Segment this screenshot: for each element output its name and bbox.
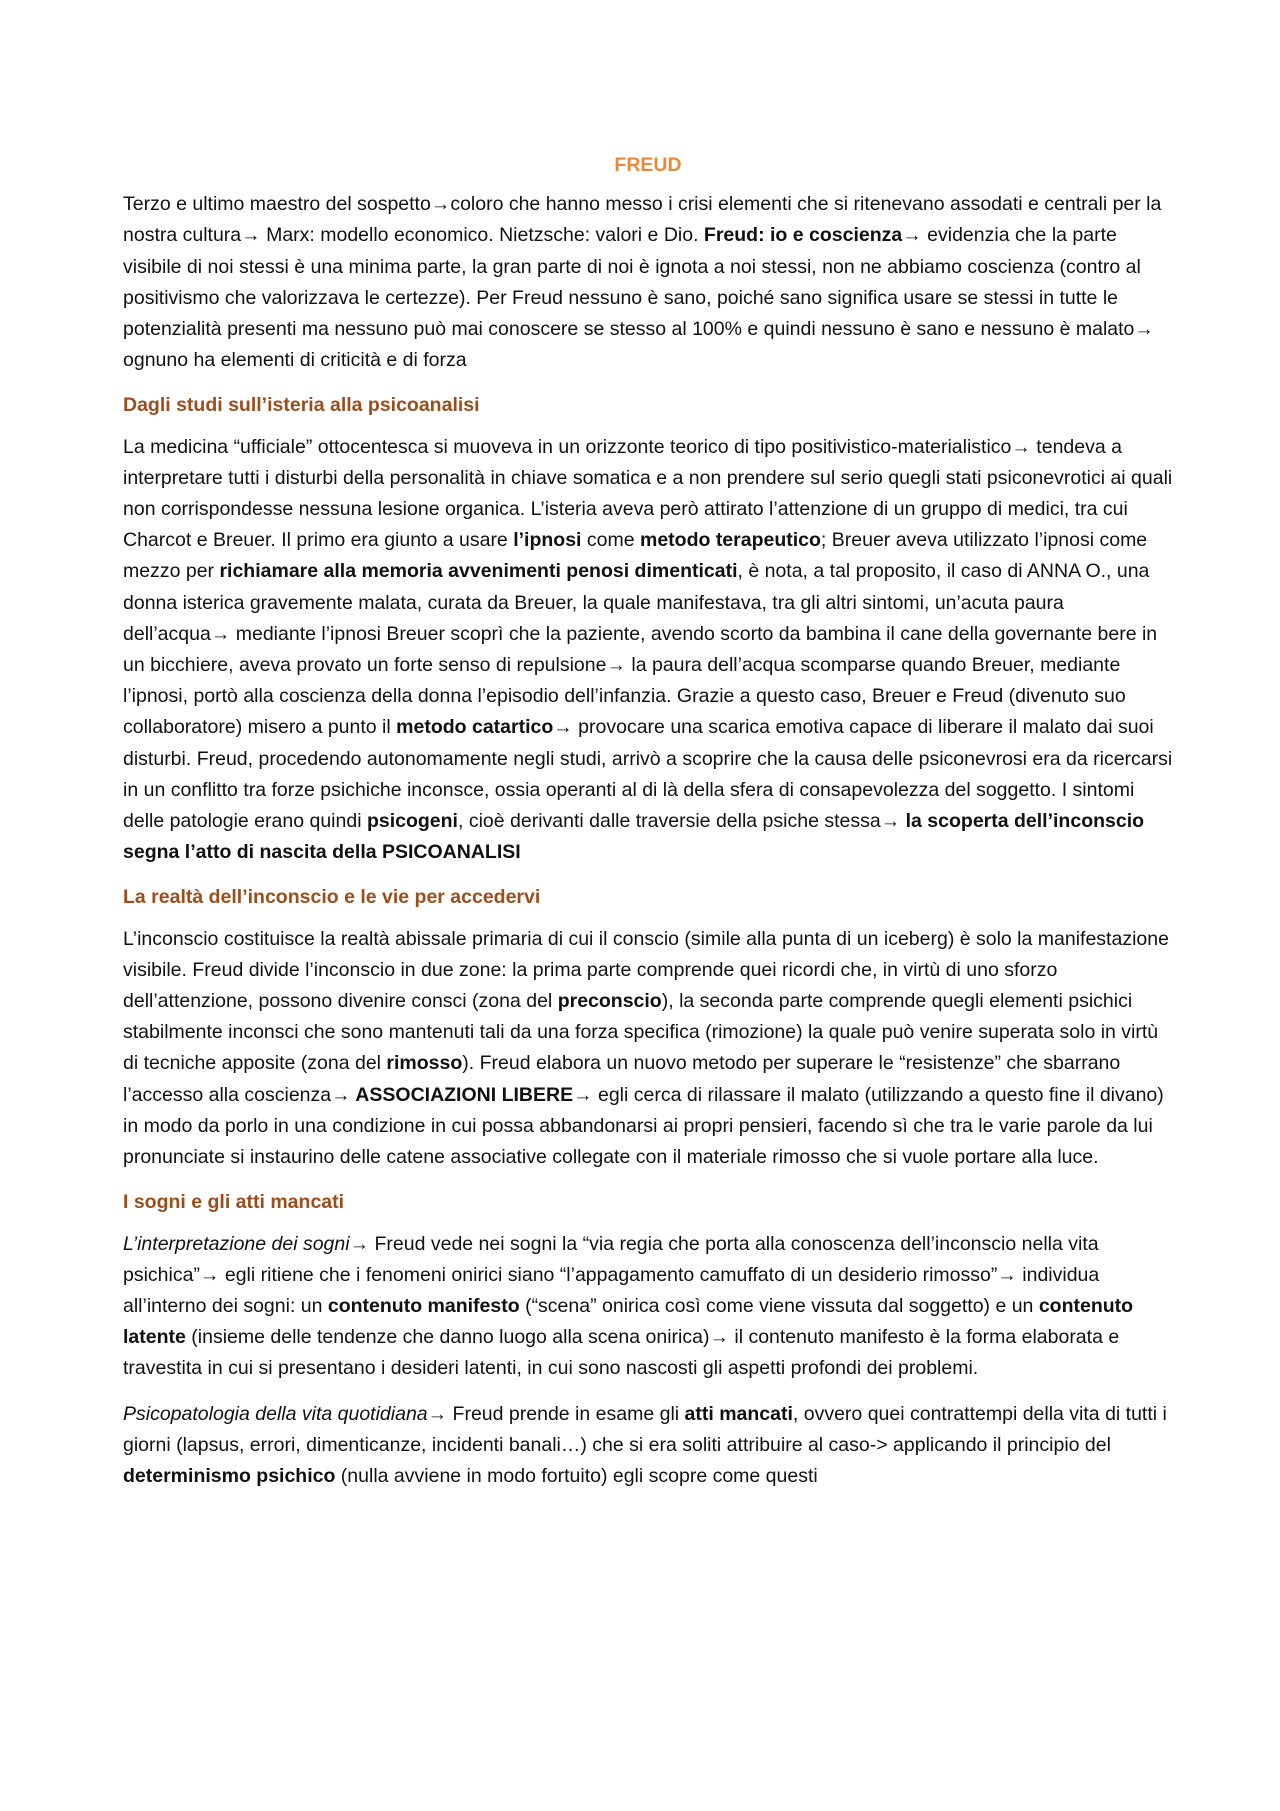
arrow-icon: → (241, 224, 261, 247)
intro-paragraph: Terzo e ultimo maestro del sospetto→coloro che hanno messo i crisi elementi che si ritenevano assodati e centrali per la nostra cultura→ Marx: modello economico. Nietzsche: valori e Dio. Freud: io e coscienza→ evidenzia che la parte visibile di noi stessi è una minima parte, la gran parte di noi è ignota a noi stessi, non ne abbiamo coscienza (contro al positivismo che valorizzava le certezze). Per Freud nessuno è sano, poiché sano significa usare se stessi in tutte le potenzialità presenti ma nessuno può mai conoscere se stesso al 100% e quindi nessuno è sano e nessuno è malato→ ognuno ha elementi di criticità e di forza (123, 193, 1162, 372)
section-heading-inconscio: La realtà dell’inconscio e le vie per accedervi (123, 886, 541, 909)
arrow-icon: → (709, 1326, 729, 1349)
paragraph-isteria: La medicina “ufficiale” ottocentesca si muoveva in un orizzonte teorico di tipo positivistico-materialistico→ tendeva a interpretare tutti i disturbi della personalità in chiave somatica e a non prendere sul serio quegli stati psiconevrotici ai quali non corrispondesse nessuna lesione organica. L’isteria aveva però attirato l’attenzione di un gruppo di medici, tra cui Charcot e Breuer. Il primo era giunto a usare l’ipnosi come metodo terapeutico; Breuer aveva utilizzato l’ipnosi come mezzo per richiamare alla memoria avvenimenti penosi dimenticati, è nota, a tal proposito, il caso di ANNA O., una donna isterica gravemente malata, curata da Breuer, la quale manifestava, tra gli altri sintomi, un’acuta paura dell’acqua→ mediante l’ipnosi Breuer scoprì che la paziente, avendo scorto da bambina il cane della governante bere in un bicchiere, aveva provato un forte senso di repulsione→ la paura dell’acqua scomparse quando Breuer, mediante l’ipnosi, portò alla coscienza della donna l’episodio dell’infanzia. Grazie a questo caso, Breuer e Freud (divenuto suo collaboratore) misero a punto il metodo catartico→ provocare una scarica emotiva capace di liberare il malato dai suoi disturbi. Freud, procedendo autonomamente negli studi, arrivò a scoprire che la causa delle psiconevrosi era da ricercarsi in un conflitto tra forze psichiche inconsce, ossia operanti al di là della sfera di consapevolezza del soggetto. I sintomi delle patologie erano quindi psicogeni, cioè derivanti dalle traversie della psiche stessa→ la scoperta dell’inconscio segna l’atto di nascita della PSICOANALISI (123, 435, 1173, 864)
document-title: FREUD (614, 154, 682, 176)
paragraph-inconscio: L’inconscio costituisce la realtà abissale primaria di cui il conscio (simile alla punta di un iceberg) è solo la manifestazione visibile. Freud divide l’inconscio in due zone: la prima parte comprende quei ricordi che, in virtù di uno sforzo dell’attenzione, possono divenire consci (zona del preconscio), la seconda parte comprende quegli elementi psichici stabilmente inconsci che sono mantenuti tali da una forza specifica (rimozione) la quale può venire superata solo in virtù di tecniche apposite (zona del rimosso). Freud elabora un nuovo metodo per superare le “resistenze” che sbarrano l’accesso alla coscienza→ ASSOCIAZIONI LIBERE→ egli cerca di rilassare il malato (utilizzando a questo fine il divano) in modo da porlo in una condizione in cui possa abbandonarsi ai propri pensieri, facendo sì che tra le varie parole da lui pronunciate si instaurino delle catene associative collegate con il materiale rimosso che si vuole portare alla luce. (123, 927, 1169, 1169)
arrow-icon: → (210, 622, 231, 645)
arrow-icon: → (331, 1083, 351, 1106)
section-heading-sogni: I sogni e gli atti mancati (123, 1191, 345, 1214)
paragraph-sogni: L’interpretazione dei sogni→ Freud vede nei sogni la “via regia che porta alla conoscenza dell’inconscio nella vita psichica”→ egli ritiene che i fenomeni onirici siano “l’appagamento camuffato di un desiderio rimosso”→ individua all’interno dei sogni: un contenuto manifesto (“scena” onirica così come viene vissuta dal soggetto) e un contenuto latente (insieme delle tendenze che danno luogo alla scena onirica)→ il contenuto manifesto è la forma elaborata e travestita in cui si presentano i desideri latenti, in cui sono nascosti gli aspetti profondi dei problemi. (123, 1232, 1134, 1380)
arrow-icon: → (349, 1232, 370, 1255)
arrow-icon: → (902, 224, 922, 247)
arrow-icon: → (1134, 318, 1154, 341)
arrow-icon: → (427, 1402, 448, 1425)
section-heading-isteria: Dagli studi sull’isteria alla psicoanalisi (123, 394, 480, 417)
arrow-icon: → (430, 193, 451, 216)
arrow-icon: → (606, 654, 626, 677)
arrow-icon: → (553, 716, 573, 739)
arrow-icon: → (573, 1083, 593, 1106)
paragraph-psicopatologia: Psicopatologia della vita quotidiana→ Freud prende in esame gli atti mancati, ovvero quei contrattempi della vita di tutti i giorni (lapsus, errori, dimenticanze, incidenti banali…) che si era soliti attribuire al caso-> applicando il principio del determinismo psichico (nulla avviene in modo fortuito) egli scopre come questi (123, 1402, 1167, 1487)
arrow-icon: → (1011, 435, 1031, 458)
document-page (123, 150, 1173, 1506)
arrow-icon: → (880, 810, 901, 833)
arrow-icon: → (199, 1263, 220, 1286)
arrow-icon: → (997, 1263, 1017, 1286)
